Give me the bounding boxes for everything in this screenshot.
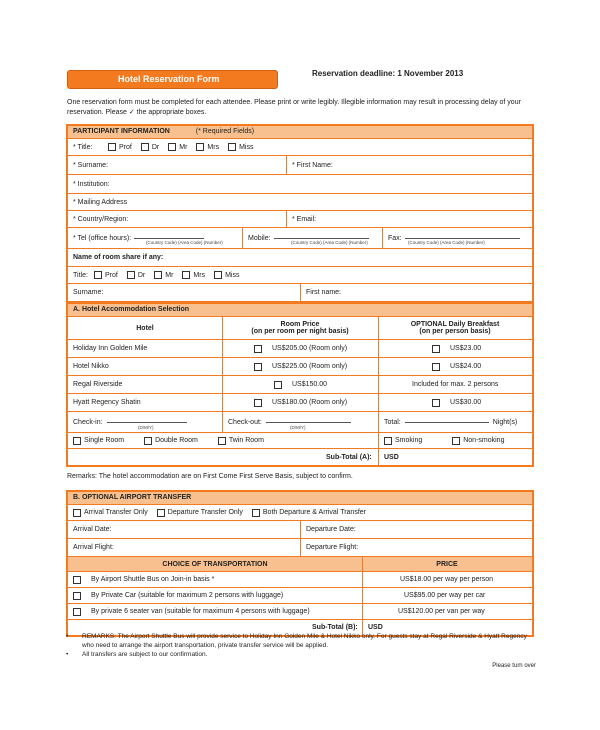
both-transfer-option[interactable]: [252, 509, 366, 517]
breakfast-included: Included for max. 2 persons: [412, 381, 499, 388]
departure-flight-field[interactable]: Departure Flight:: [306, 544, 359, 551]
option-label: Mrs: [193, 271, 206, 279]
checkbox[interactable]: [144, 437, 152, 445]
option-label: Departure Transfer Only: [167, 509, 243, 516]
note-text: All transfers are subject to our confirmation.: [82, 651, 208, 658]
arrival-only-option[interactable]: [73, 509, 148, 517]
checkbox[interactable]: [432, 363, 440, 371]
title-option-dr[interactable]: [141, 143, 159, 151]
col-room-price-sub: (on per room per night basis): [251, 328, 349, 335]
title-option-mrs[interactable]: [196, 143, 219, 151]
checkout-hint: (D/M/Y): [290, 424, 306, 430]
col-breakfast-label: OPTIONAL Daily Breakfast: [410, 321, 500, 328]
hotel-subtotal-row: [68, 449, 532, 465]
share-title-row: [68, 267, 532, 284]
institution-field[interactable]: * Institution:: [73, 180, 110, 188]
double-room-option[interactable]: [144, 437, 198, 445]
option-label: Miss: [225, 271, 240, 279]
checkin-hint: (D/M/Y): [138, 424, 154, 430]
checkbox[interactable]: [214, 271, 222, 279]
departure-date-field[interactable]: Departure Date:: [306, 526, 356, 533]
room-price-option[interactable]: [254, 358, 347, 375]
share-option-mr[interactable]: [154, 271, 173, 279]
transport-option[interactable]: [73, 588, 283, 603]
total-nights-field[interactable]: [384, 412, 517, 432]
transport-row: [68, 572, 532, 588]
required-note: (* Required Fields): [195, 128, 255, 135]
nights-label: Night(s): [492, 418, 518, 426]
tel-label: * Tel (office hours):: [73, 234, 132, 242]
checkbox[interactable]: [452, 437, 460, 445]
option-label: Double Room: [155, 437, 198, 444]
transport-label: By Private Car (suitable for maximum 2 persons with luggage): [91, 592, 284, 599]
note-text: REMARKS: The Airport Shuttle Bus will provide service to Holiday Inn Golden Mile & Hotel Nikko only. For guests stay at Regal Riverside & Hyatt Regency who need to arrange the airport transportation, private transfer service will be applied.: [82, 633, 527, 649]
email-field[interactable]: * Email:: [292, 215, 317, 223]
checkbox[interactable]: [73, 509, 81, 517]
fax-hint: (Country Code) (Area Code) (Number): [408, 239, 485, 245]
option-label: Single Room: [84, 437, 125, 444]
deadline-text: Reservation deadline: 1 November 2013: [312, 69, 464, 78]
room-price: US$150.00: [292, 381, 328, 388]
option-label: Mr: [165, 271, 174, 279]
title-option-prof[interactable]: [108, 143, 132, 151]
intro-text: One reservation form must be completed for each attendee. Please print or write legibly. Illegible information may result in processing delay of your reservation. Please ✓ the appropriate boxes.: [67, 99, 521, 116]
phone-row: [68, 228, 532, 249]
transfer-options: [73, 505, 375, 520]
option-label: Both Departure & Arrival Transfer: [262, 509, 366, 516]
option-label: Prof: [105, 271, 118, 279]
room-price-option[interactable]: [274, 376, 327, 393]
transport-label: By Airport Shuttle Bus on Join-in basis *: [91, 576, 215, 583]
tel-hint: (Country Code) (Area Code) (Number): [146, 239, 223, 245]
col-price: PRICE: [436, 560, 458, 568]
hotel-name: Hyatt Regency Shatin: [73, 399, 141, 406]
breakfast-option[interactable]: [432, 340, 481, 357]
hotel-header: A. Hotel Accommodation Selection: [68, 304, 532, 317]
checkbox[interactable]: [432, 399, 440, 407]
hotel-row: [68, 394, 532, 412]
option-label: Smoking: [395, 437, 423, 444]
checkbox[interactable]: [432, 345, 440, 353]
hotel-row: [68, 340, 532, 358]
breakfast-price: US$23.00: [450, 345, 482, 352]
checkbox[interactable]: [254, 345, 262, 353]
mailing-row: [68, 194, 532, 211]
checkbox[interactable]: [73, 576, 81, 584]
subtotal-a-label: Sub-Total (A):: [326, 453, 372, 461]
total-label: Total:: [384, 418, 401, 426]
share-first-name-field[interactable]: First name:: [306, 289, 342, 296]
hotel-remarks: Remarks: The hotel accommodation are on First Come First Serve Basis, subject to confirm.: [67, 473, 353, 480]
option-label: Mrs: [207, 143, 220, 151]
title-option-miss[interactable]: [228, 143, 253, 151]
participant-section: [66, 124, 534, 303]
title-option-mr[interactable]: [168, 143, 187, 151]
col-room-price: [222, 317, 378, 339]
departure-only-option[interactable]: [157, 509, 243, 517]
checkbox[interactable]: [94, 271, 102, 279]
hotel-col-headers: [68, 317, 532, 340]
col-choice: CHOICE OF TRANSPORTATION: [162, 560, 268, 568]
checkbox[interactable]: [168, 143, 176, 151]
single-room-option[interactable]: [73, 437, 124, 445]
col-room-price-label: Room Price: [280, 321, 320, 328]
transfer-type-row: [68, 505, 532, 521]
share-title-label: Title:: [73, 271, 88, 279]
checkin-field[interactable]: [73, 412, 187, 432]
mobile-hint: (Country Code) (Area Code) (Number): [291, 239, 368, 245]
subtotal-a-field[interactable]: USD: [384, 453, 399, 461]
mailing-address-field[interactable]: * Mailing Address: [73, 198, 128, 206]
breakfast-option[interactable]: [432, 394, 481, 411]
hotel-name: Holiday Inn Golden Mile: [73, 345, 148, 352]
non-smoking-option[interactable]: [452, 437, 504, 445]
checkbox[interactable]: [254, 399, 262, 407]
form-title: Hotel Reservation Form: [67, 70, 278, 89]
checkbox[interactable]: [254, 363, 262, 371]
breakfast-price: US$30.00: [450, 399, 482, 406]
transport-price: US$95.00 per way per car: [404, 592, 486, 599]
transport-price: US$18.00 per way per person: [400, 576, 493, 583]
subtotal-b-label: Sub-Total (B):: [312, 624, 358, 631]
checkout-label: Check-out:: [228, 418, 262, 426]
transport-option[interactable]: [73, 604, 310, 619]
share-option-prof[interactable]: [94, 271, 118, 279]
room-price: US$205.00 (Room only): [272, 345, 348, 352]
transport-row: [68, 604, 532, 620]
hotel-name: Hotel Nikko: [73, 363, 109, 370]
title-label: * Title:: [73, 143, 93, 151]
transfer-section: [66, 490, 534, 637]
transport-label: By private 6 seater van (suitable for maximum 4 persons with luggage): [91, 608, 310, 615]
option-label: Miss: [239, 143, 254, 151]
share-row: [68, 249, 532, 267]
transfer-header: B. OPTIONAL AIRPORT TRANSFER: [68, 492, 532, 505]
twin-room-option[interactable]: [218, 437, 264, 445]
participant-header: [68, 126, 532, 139]
surname-field[interactable]: * Surname:: [73, 161, 109, 169]
option-label: Dr: [151, 143, 160, 151]
hotel-section: [66, 302, 534, 467]
col-hotel: Hotel: [136, 324, 154, 332]
checkbox[interactable]: [73, 437, 81, 445]
institution-row: [68, 175, 532, 194]
share-option-mrs[interactable]: [182, 271, 205, 279]
share-name-row: [68, 284, 532, 301]
option-label: Non-smoking: [463, 437, 505, 444]
checkbox[interactable]: [218, 437, 226, 445]
title-row: [68, 139, 532, 156]
transport-option[interactable]: [73, 572, 214, 587]
first-name-field[interactable]: * First Name:: [292, 161, 333, 169]
hotel-row: [68, 358, 532, 376]
participant-header-label: PARTICIPANT INFORMATION: [73, 128, 170, 135]
checkbox[interactable]: [154, 271, 162, 279]
checkbox[interactable]: [73, 592, 81, 600]
transfer-notes: [66, 632, 536, 659]
room-price-option[interactable]: [254, 394, 347, 411]
room-share-label: Name of room share if any:: [73, 254, 164, 261]
arrival-date-field[interactable]: Arrival Date:: [73, 526, 112, 533]
col-breakfast-sub: (on per person basis): [419, 328, 491, 335]
mobile-label: Mobile:: [248, 234, 271, 242]
checkbox[interactable]: [228, 143, 236, 151]
share-title-options: [94, 267, 248, 283]
option-label: Arrival Transfer Only: [84, 509, 148, 516]
transport-row: [68, 588, 532, 604]
smoking-options: [384, 433, 513, 448]
checkin-label: Check-in:: [73, 418, 103, 426]
checkbox[interactable]: [384, 437, 392, 445]
dates-row: [68, 412, 532, 433]
arrival-flight-field[interactable]: Arrival Flight:: [73, 544, 114, 551]
room-price: US$180.00 (Room only): [272, 399, 348, 406]
option-label: Mr: [179, 143, 188, 151]
share-surname-field[interactable]: Surname:: [73, 289, 104, 296]
title-options: [108, 139, 262, 155]
checkbox[interactable]: [157, 509, 165, 517]
room-price: US$225.00 (Room only): [272, 363, 348, 370]
checkbox[interactable]: [252, 509, 260, 517]
country-row: [68, 211, 532, 228]
breakfast-price: US$24.00: [450, 363, 482, 370]
country-field[interactable]: * Country/Region:: [73, 215, 129, 223]
transfer-flight-row: [68, 539, 532, 557]
room-price-option[interactable]: [254, 340, 347, 357]
room-type-options: [73, 433, 273, 448]
name-row: [68, 156, 532, 175]
transfer-date-row: [68, 521, 532, 539]
hotel-name: Regal Riverside: [73, 381, 123, 388]
option-label: Twin Room: [228, 437, 264, 444]
checkbox[interactable]: [196, 143, 204, 151]
note-item: • All transfers are subject to our confirmation.: [66, 651, 208, 658]
checkbox[interactable]: [182, 271, 190, 279]
breakfast-option[interactable]: [432, 358, 481, 375]
transport-price: US$120.00 per van per way: [398, 608, 485, 615]
note-item: • REMARKS: The Airport Shuttle Bus will provide service to Holiday Inn Golden Mile & Hotel Nikko only. For guests stay at Regal Riverside & Hyatt Regency who need to arrange the airport transportation, private transfer service will be applied.: [66, 633, 527, 649]
subtotal-b-field[interactable]: USD: [368, 624, 383, 631]
checkbox[interactable]: [73, 608, 81, 616]
fax-label: Fax:: [388, 234, 402, 242]
turn-over-note: Please turn over: [492, 663, 536, 669]
transfer-col-headers: [68, 557, 532, 572]
checkbox[interactable]: [127, 271, 135, 279]
share-option-dr[interactable]: [127, 271, 145, 279]
option-label: Prof: [119, 143, 132, 151]
share-option-miss[interactable]: [214, 271, 239, 279]
hotel-row: [68, 376, 532, 394]
room-type-row: [68, 433, 532, 449]
col-breakfast: [378, 317, 532, 339]
option-label: Dr: [137, 271, 146, 279]
smoking-option[interactable]: [384, 437, 422, 445]
checkbox[interactable]: [108, 143, 116, 151]
checkbox[interactable]: [141, 143, 149, 151]
checkbox[interactable]: [274, 381, 282, 389]
